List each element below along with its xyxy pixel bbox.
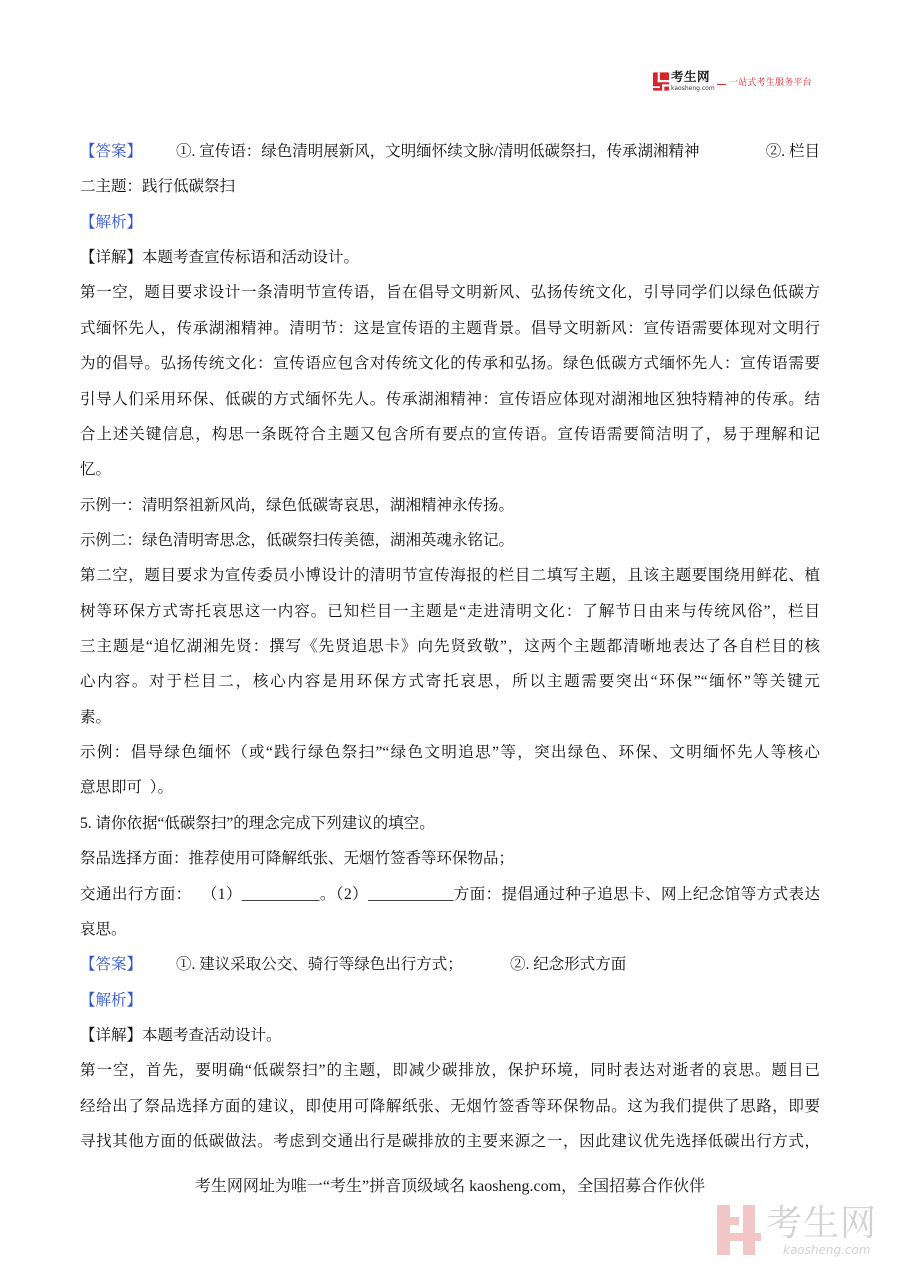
header-brand-name: 考生网 [671,69,711,84]
transport-prefix: 交通出行方面： [80,885,192,903]
kaosheng-logo-icon [653,72,669,91]
kaosheng-watermark-icon [717,1205,761,1255]
answer-item-1: ①. 宣传语：绿色清明展新风，文明缅怀续文脉/清明低碳祭扫，传承湖湘精神 [176,143,700,160]
explanation-line: 合上述关键信息，构思一条既符合主题又包含所有要点的宣传语。宣传语需要简洁明了，易于理解和记 [80,425,820,443]
explanation-line: 为的倡导。弘扬传统文化：宣传语应包含对传统文化的传承和弘扬。绿色低碳方式缅怀先人：宣传语需要 [80,355,820,373]
blank-1: __________ [241,885,320,903]
watermark-brand-name: 考生网 [766,1203,878,1244]
answer-item-2: ②. 栏目 [765,143,820,160]
answer-line [80,134,820,169]
explanation-line: 第一空，首先，要明确“低碳祭扫”的主题，即减少碳排放，保护环境，同时表达对逝者的哀思。题目已 [80,1062,820,1080]
explanation-line: 第二空，题目要求为宣传委员小博设计的清明节宣传海报的栏目二填写主题，且该主题要围绕用鲜花、植 [80,567,820,585]
page-footer: 考生网网址为唯一“考生”拼音顶级域名 kaosheng.com，全国招募合作伙伴 [194,1178,706,1195]
explanation-line: 心内容。对于栏目二，核心内容是用环保方式寄托哀思，所以主题需要突出“环保”“缅怀”等关键元 [80,673,820,691]
detail-text: 本题考查活动设计。 [142,1026,282,1044]
explanation-line: 素。 [80,708,112,726]
offerings-suggestion: 祭品选择方面：推荐使用可降解纸张、无烟竹签香等环保物品； [80,850,515,868]
header-brand-domain: kaosheng.com [671,85,715,92]
explanation-line: 三主题是“追忆湖湘先贤：撰写《先贤追思卡》向先贤致敬”，这两个主题都清晰地表达了各自栏目的核 [80,638,820,656]
answer-label: 【答案】 [80,143,143,160]
explanation-line: 引导人们采用环保、低碳的方式缅怀先人。传承湖湘精神：宣传语应体现对湖湘地区独特精神的传承。结 [80,390,820,408]
commemoration-suggestion: 方面：提倡通过种子追思卡、网上纪念馆等方式表达 [453,885,820,903]
example-two: 示例二：绿色清明寄思念，低碳祭扫传美德，湖湘英魂永铭记。 [80,531,515,549]
answer-item-2-continued: 二主题：践行低碳祭扫 [80,178,236,196]
detail-label: 【详解】 [80,249,143,267]
blank-2: ___________ [368,885,454,903]
answer-item-1: ①. 建议采取公交、骑行等绿色出行方式； [176,956,463,974]
analysis-label: 【解析】 [80,213,143,231]
explanation-line: 树等环保方式寄托哀思这一内容。已知栏目一主题是“走进清明文化：了解节日由来与传统风俗”，栏目 [80,602,820,620]
example-line: 示例：倡导绿色缅怀（或“践行绿色祭扫”“绿色文明追思”等，突出绿色、环保、文明缅怀先人等核心 [80,744,820,762]
answer-line [80,947,820,982]
commemoration-suggestion-continued: 哀思。 [80,920,127,938]
document-body [80,134,820,1159]
explanation-line: 经给出了祭品选择方面的建议，即使用可降解纸张、无烟竹签香等环保物品。这为我们提供了思路，即要 [80,1097,820,1115]
watermark-domain: kaosheng.com [783,1243,871,1257]
detail-line [80,240,820,275]
explanation-line: 寻找其他方面的低碳做法。考虑到交通出行是碳排放的主要来源之一，因此建议优先选择低碳出行方式， [80,1133,820,1151]
header-slogan: 一站式考生服务平台 [729,78,812,88]
question-5-stem: 5. 请你依据“低碳祭扫”的理念完成下列建议的填空。 [80,814,435,832]
answer-label: 【答案】 [80,956,143,974]
explanation-line: 第一空，题目要求设计一条清明节宣传语，旨在倡导文明新风、弘扬传统文化，引导同学们以绿色低碳方 [80,284,820,302]
detail-label: 【详解】 [80,1026,143,1044]
blank-1-marker: （1） [209,885,242,903]
detail-text: 本题考查宣传标语和活动设计。 [142,249,360,267]
transport-suggestion [80,877,820,912]
explanation-line: 忆。 [80,461,112,479]
example-line: 意思即可 ）。 [80,779,174,797]
answer-item-2: ②. 纪念形式方面 [510,956,627,974]
detail-line [80,1018,820,1053]
explanation-line: 式缅怀先人，传承湖湘精神。清明节：这是宣传语的主题背景。倡导文明新风：宣传语需要体现对文明行 [80,319,820,337]
header-divider [717,84,726,85]
blank-2-marker: 。（2） [319,885,369,903]
example-one: 示例一：清明祭祖新风尚，绿色低碳寄哀思，湖湘精神永传扬。 [80,496,515,514]
analysis-label: 【解析】 [80,991,143,1009]
